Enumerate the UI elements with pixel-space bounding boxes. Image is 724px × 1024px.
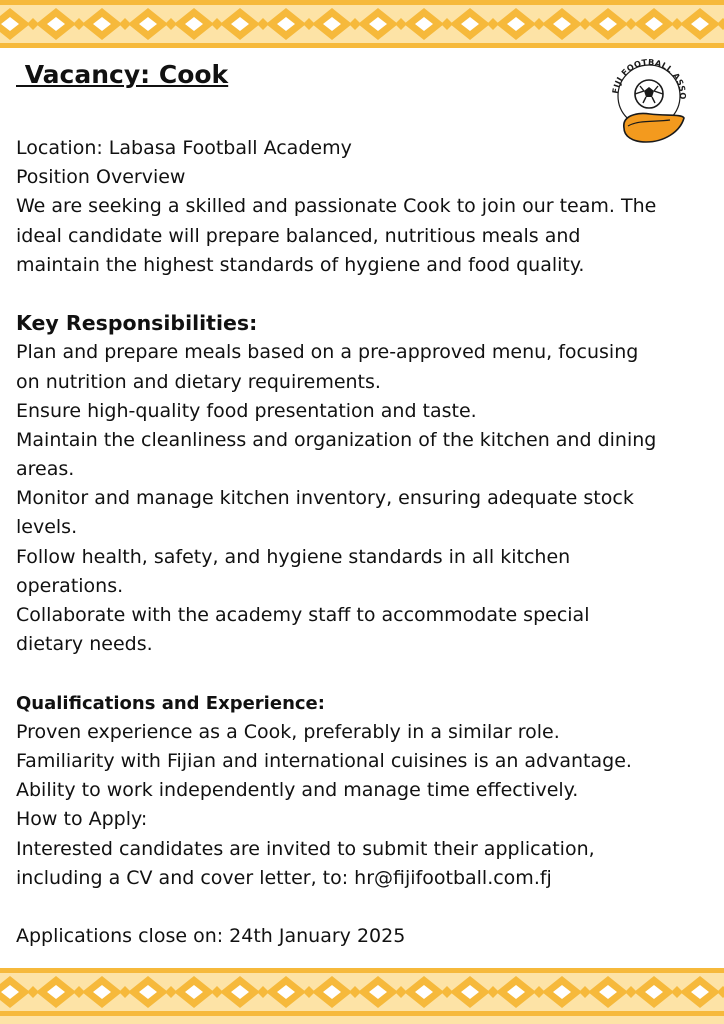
responsibility-line: Collaborate with the academy staff to accommodate special bbox=[16, 604, 590, 626]
apply-email-line bbox=[16, 864, 706, 893]
bottom-decorative-band bbox=[0, 968, 724, 1016]
page-title: Vacancy: Cook bbox=[16, 60, 229, 89]
responsibility-line: Monitor and manage kitchen inventory, ensuring adequate stock bbox=[16, 487, 634, 510]
overview-line: We are seeking a skilled and passionate Cook to join our team. The bbox=[16, 195, 657, 218]
overview-line: ideal candidate will prepare balanced, nutritious meals and bbox=[16, 224, 581, 247]
apply-email-prefix: including a CV and cover letter, to: bbox=[16, 866, 355, 889]
responsibility-line: Maintain the cleanliness and organization of the kitchen and dining bbox=[16, 428, 657, 451]
apply-heading: How to Apply: bbox=[16, 808, 148, 831]
overview-line: maintain the highest standards of hygiene and food quality. bbox=[16, 253, 585, 276]
responsibility-line: Plan and prepare meals based on a pre-approved menu, focusing bbox=[16, 341, 639, 364]
responsibility-line: areas. bbox=[16, 458, 75, 481]
vacancy-document bbox=[16, 56, 706, 951]
qualification-line: Familiarity with Fijian and international cuisines is an advantage. bbox=[16, 749, 632, 772]
responsibility-line: Follow health, safety, and hygiene standards in all kitchen bbox=[16, 545, 571, 568]
qualification-line: Proven experience as a Cook, preferably in a similar role. bbox=[16, 720, 560, 743]
responsibility-line: dietary needs. bbox=[16, 633, 153, 656]
qualification-line: Ability to work independently and manage time effectively. bbox=[16, 779, 579, 802]
responsibilities-section bbox=[16, 338, 706, 659]
responsibility-line: operations. bbox=[16, 574, 124, 597]
location-line: Location: Labasa Football Academy bbox=[16, 137, 352, 159]
responsibilities-heading: Key Responsibilities: bbox=[16, 311, 258, 336]
responsibility-line: Ensure high-quality food presentation and taste. bbox=[16, 399, 477, 422]
closing-date: Applications close on: 24th January 2025 bbox=[16, 925, 406, 948]
responsibility-line: levels. bbox=[16, 516, 78, 539]
email-link[interactable]: hr@fijifootball.com.fj bbox=[354, 866, 552, 889]
responsibility-line: on nutrition and dietary requirements. bbox=[16, 370, 381, 393]
overview-section bbox=[16, 192, 706, 280]
qualifications-heading: Qualifications and Experience: bbox=[16, 692, 325, 714]
overview-heading: Position Overview bbox=[16, 166, 186, 189]
apply-line: Interested candidates are invited to submit their application, bbox=[16, 837, 595, 860]
top-decorative-band bbox=[0, 0, 724, 48]
qualifications-section bbox=[16, 718, 706, 806]
logo-text: FIJI FOOTBALL ASSO bbox=[610, 56, 688, 100]
